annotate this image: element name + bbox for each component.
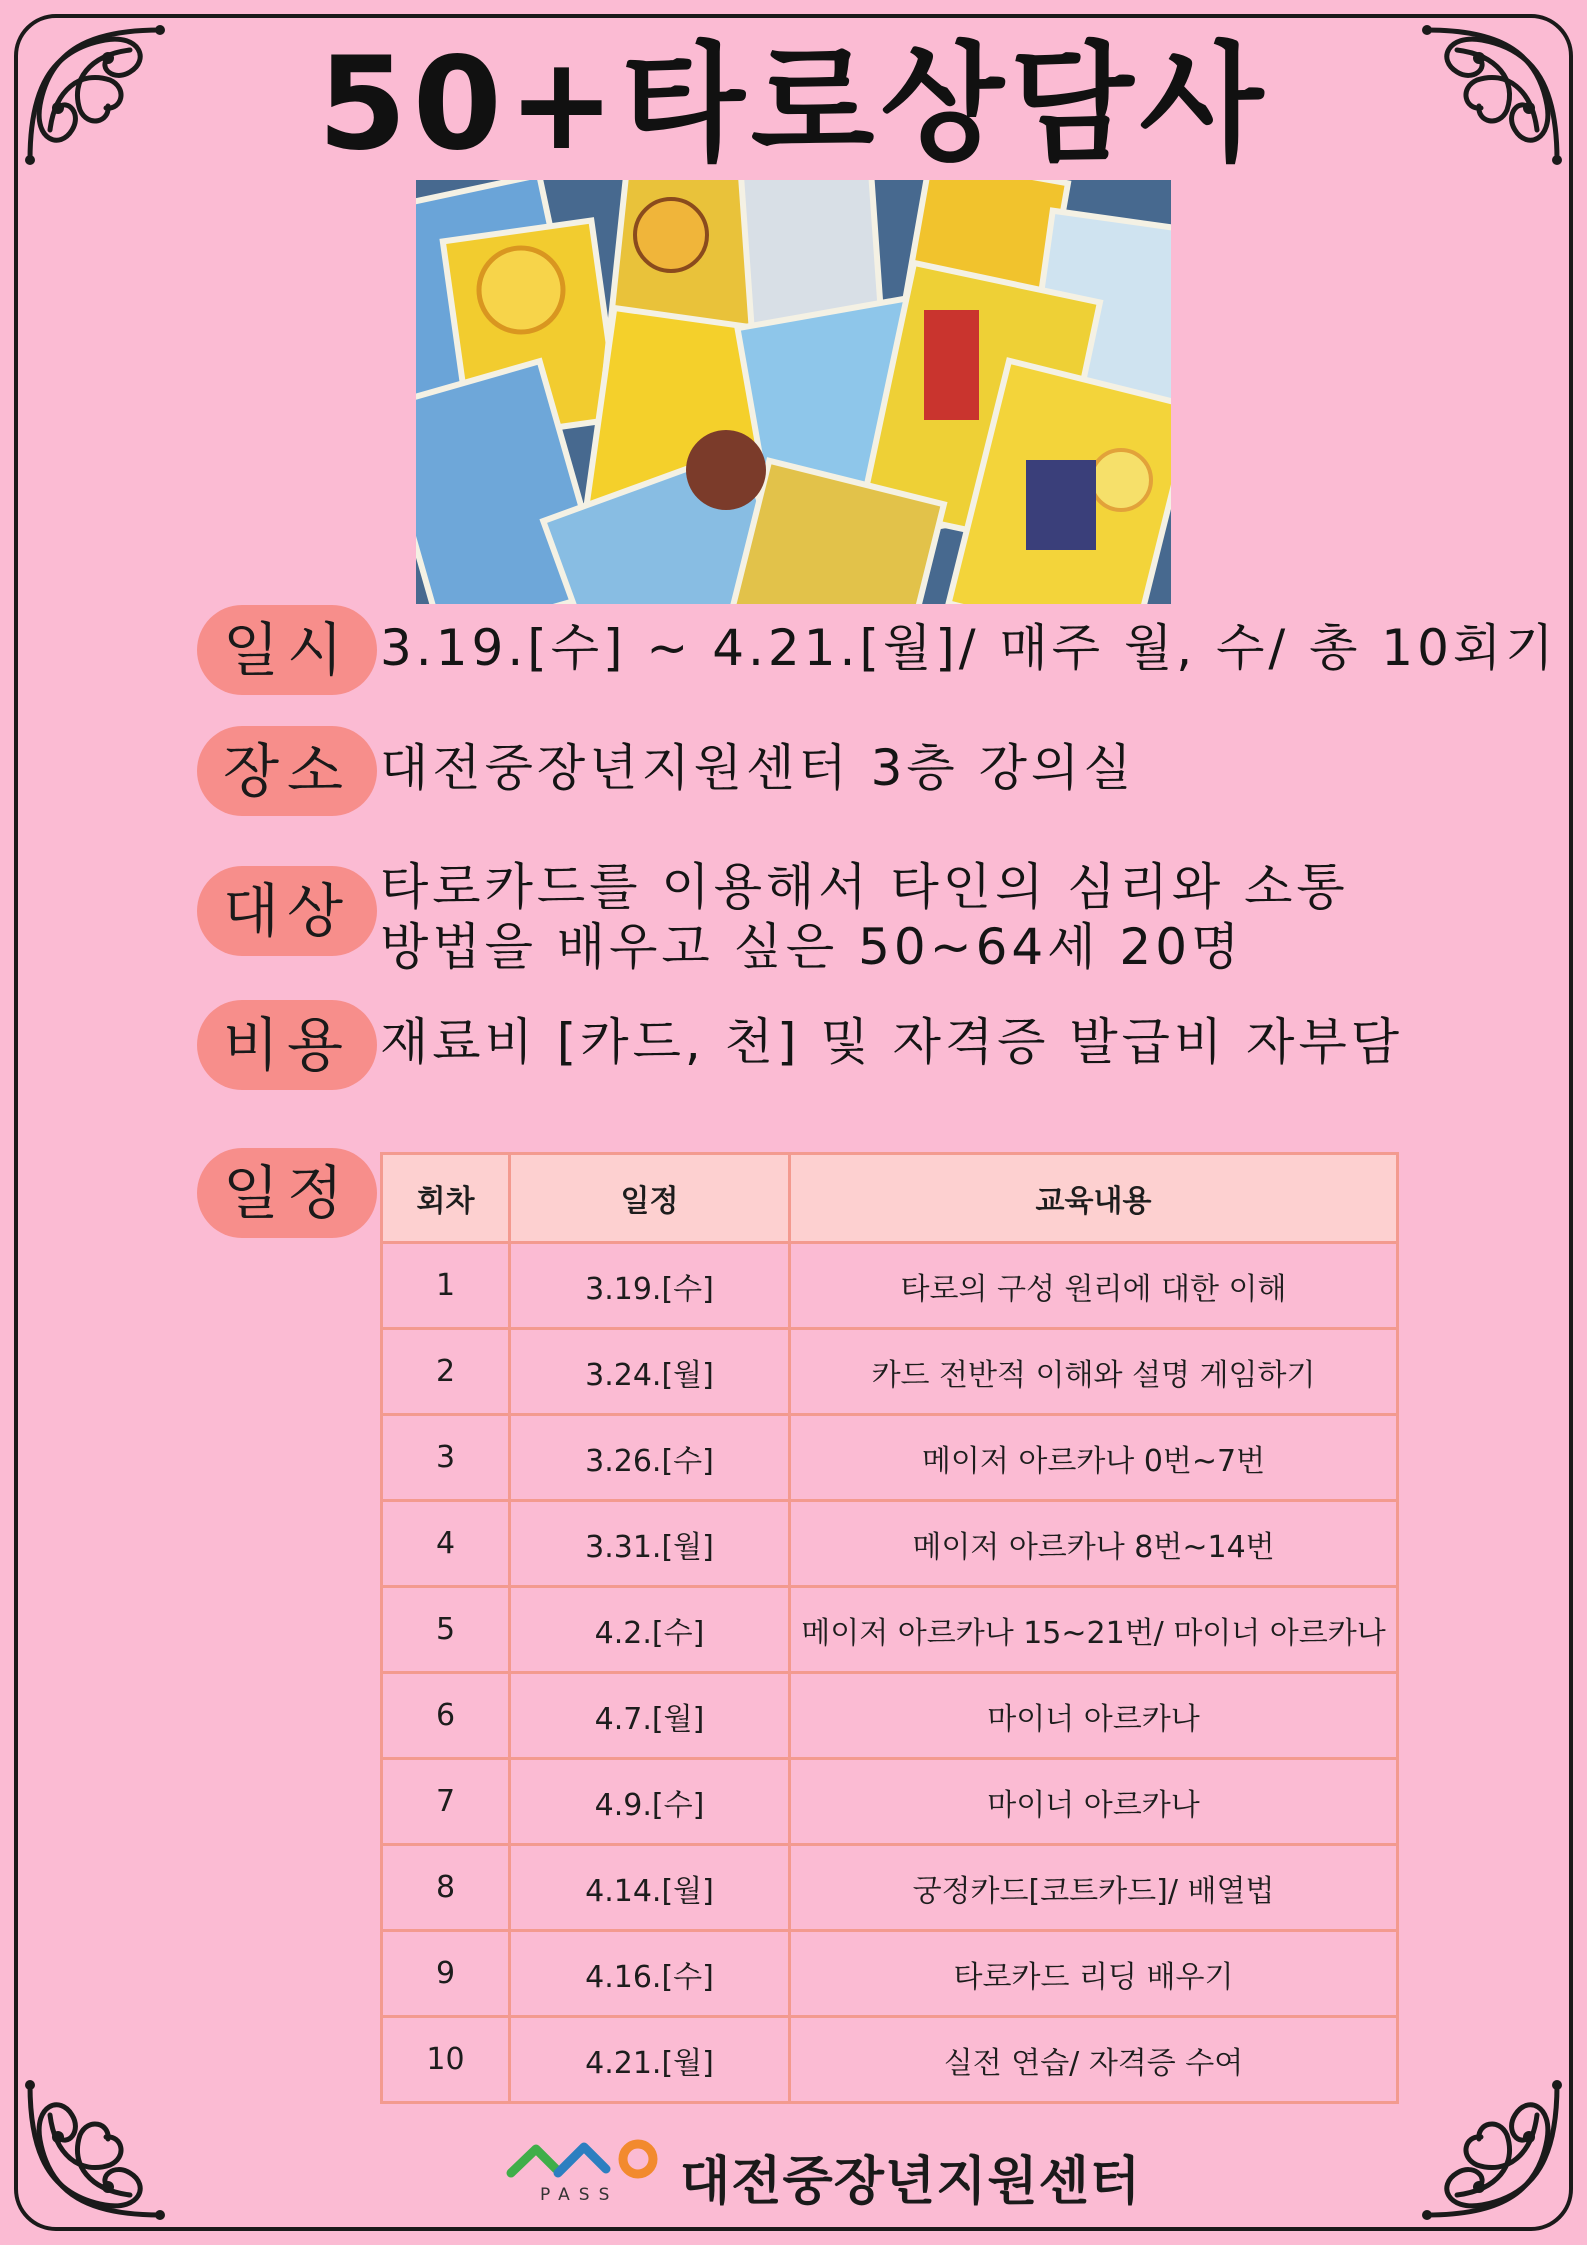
session-date: 4.16.[수] [510,1931,790,2017]
table-row [382,1243,1398,1329]
header-content: 교육내용 [790,1154,1398,1243]
date-text: 3.19.[수] ~ 4.21.[월]/ 매주 월, 수/ 총 10회기 [380,619,1558,677]
session-date: 4.2.[수] [510,1587,790,1673]
place-label: 장소 [197,726,377,816]
session-content: 카드 전반적 이해와 설명 게임하기 [790,1329,1398,1415]
date-label: 일시 [197,605,377,695]
target-text-line2: 방법을 배우고 싶은 50~64세 20명 [380,918,1244,976]
session-content: 타로카드 리딩 배우기 [790,1931,1398,2017]
table-row [382,1845,1398,1931]
table-row [382,1673,1398,1759]
session-number: 1 [382,1243,510,1329]
session-content: 메이저 아르카나 0번~7번 [790,1415,1398,1501]
session-number: 10 [382,2017,510,2103]
session-number: 5 [382,1587,510,1673]
table-row [382,2017,1398,2103]
session-number: 6 [382,1673,510,1759]
session-date: 3.26.[수] [510,1415,790,1501]
page-title: 50+타로상담사 [317,30,1270,179]
table-row [382,1759,1398,1845]
session-date: 3.24.[월] [510,1329,790,1415]
session-content: 실전 연습/ 자격증 수여 [790,2017,1398,2103]
session-date: 4.9.[수] [510,1759,790,1845]
corner-ornament-icon [1407,2065,1577,2235]
place-text: 대전중장년지원센터 3층 강의실 [380,739,1136,797]
session-content: 마이너 아르카나 [790,1759,1398,1845]
table-header-row [382,1154,1398,1243]
session-number: 4 [382,1501,510,1587]
cost-label: 비용 [197,1000,377,1090]
session-number: 7 [382,1759,510,1845]
session-date: 3.31.[월] [510,1501,790,1587]
session-number: 8 [382,1845,510,1931]
session-content: 마이너 아르카나 [790,1673,1398,1759]
tarot-cards-image [416,180,1171,604]
table-row [382,1501,1398,1587]
target-text-line1: 타로카드를 이용해서 타인의 심리와 소통 [380,858,1349,916]
corner-ornament-icon [10,2065,180,2235]
session-content: 궁정카드[코트카드]/ 배열법 [790,1845,1398,1931]
session-number: 3 [382,1415,510,1501]
schedule-label: 일정 [197,1148,377,1238]
header-date: 일정 [510,1154,790,1243]
org-name: 대전중장년지원센터 [680,2152,1142,2212]
session-number: 2 [382,1329,510,1415]
schedule-table [380,1152,1399,2104]
table-row [382,1329,1398,1415]
session-content: 타로의 구성 원리에 대한 이해 [790,1243,1398,1329]
session-date: 4.7.[월] [510,1673,790,1759]
table-row [382,1931,1398,2017]
session-date: 3.19.[수] [510,1243,790,1329]
session-date: 4.21.[월] [510,2017,790,2103]
cost-text: 재료비 [카드, 천] 및 자격증 발급비 자부담 [380,1013,1404,1071]
session-content: 메이저 아르카나 15~21번/ 마이너 아르카나 [790,1587,1398,1673]
session-date: 4.14.[월] [510,1845,790,1931]
org-logo [506,2135,1142,2212]
table-row [382,1587,1398,1673]
header-session: 회차 [382,1154,510,1243]
session-number: 9 [382,1931,510,2017]
pass-logo-text: PASS [540,2185,619,2205]
session-content: 메이저 아르카나 8번~14번 [790,1501,1398,1587]
table-row [382,1415,1398,1501]
target-label: 대상 [197,866,377,956]
pass-logo-icon [506,2135,666,2185]
